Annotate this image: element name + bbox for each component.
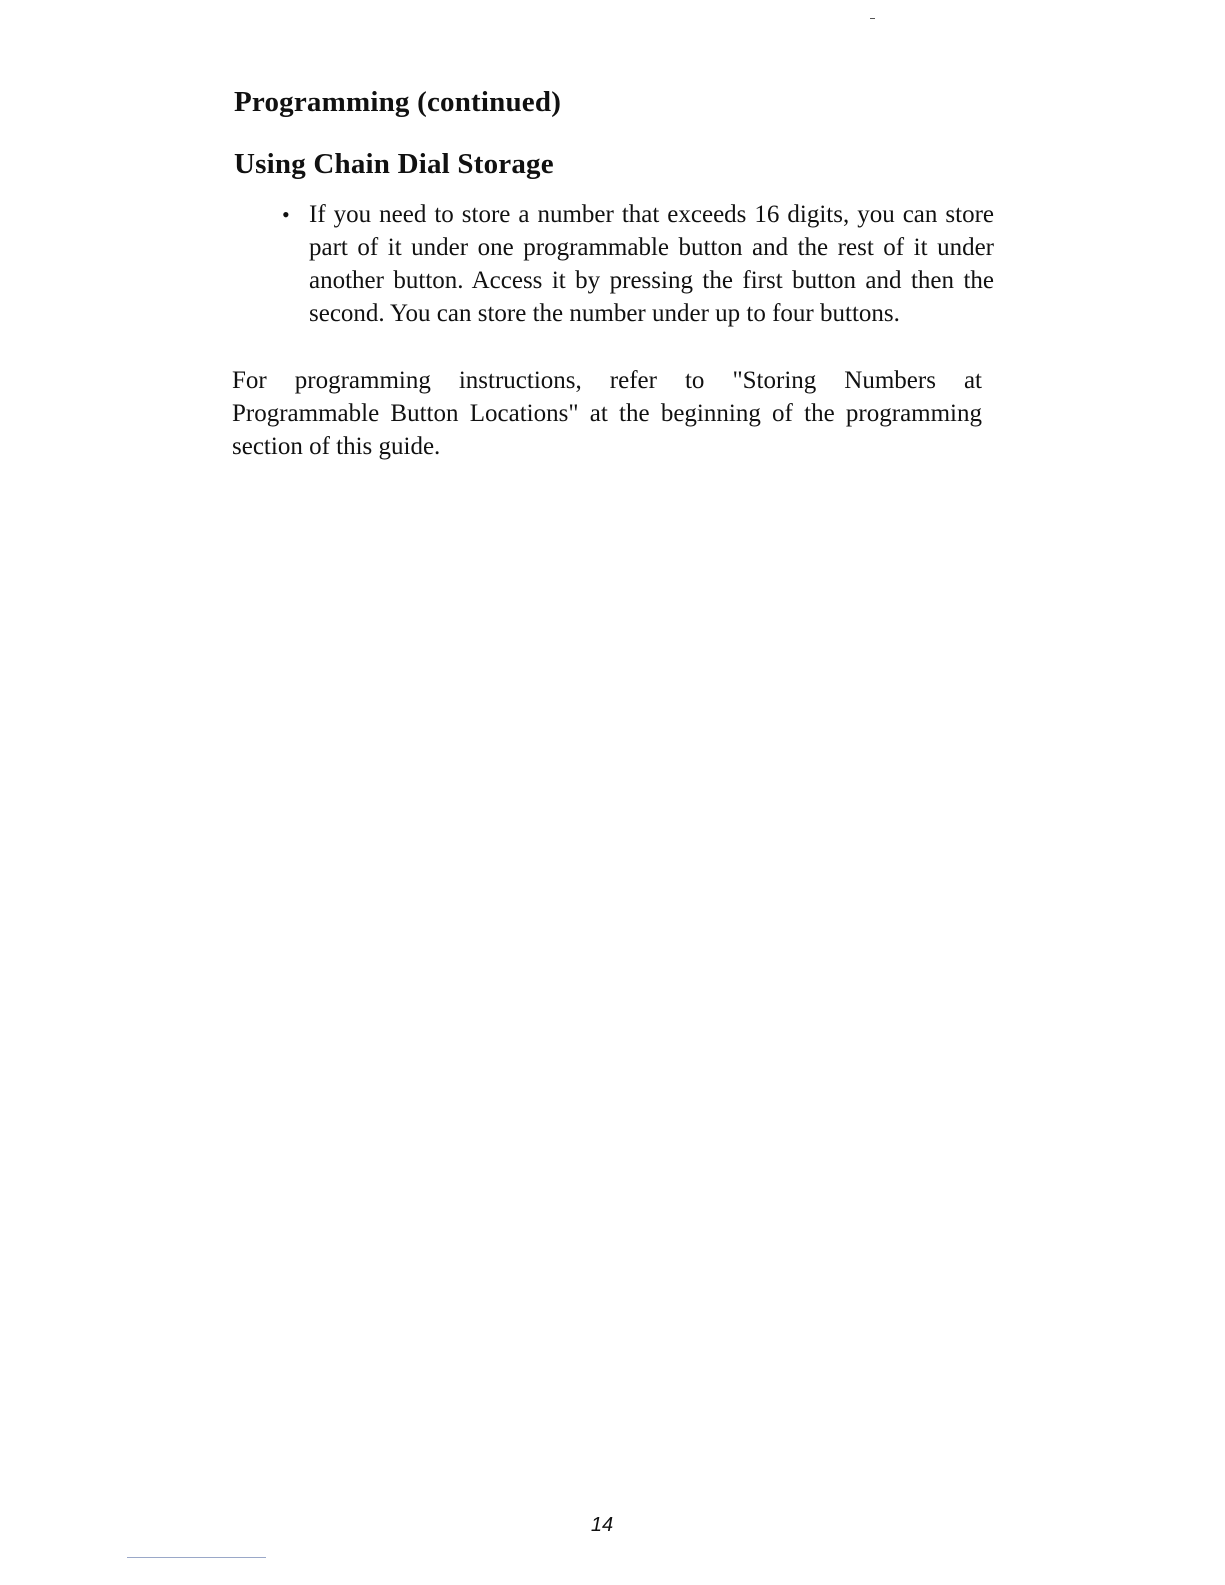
section-title: Programming (continued) <box>234 86 562 118</box>
page-number: 14 <box>590 1514 614 1536</box>
footer-rule <box>127 1557 266 1558</box>
bullet-list <box>274 198 994 330</box>
body-paragraph: For programming instructions, refer to "Storing Numbers at Programmable Button Locations" at the beginning of the programming section of this guide. <box>232 367 982 460</box>
scan-artifact <box>870 18 875 19</box>
bullet-text: If you need to store a number that exceeds 16 digits, you can store part of it under one programmable button and the rest of it under another button. Access it by pressing the first button and then the second. You can store the number under up to four buttons. <box>309 201 994 327</box>
bullet-item <box>274 198 994 330</box>
bullet-icon: • <box>282 202 290 227</box>
subsection-title: Using Chain Dial Storage <box>234 148 554 180</box>
